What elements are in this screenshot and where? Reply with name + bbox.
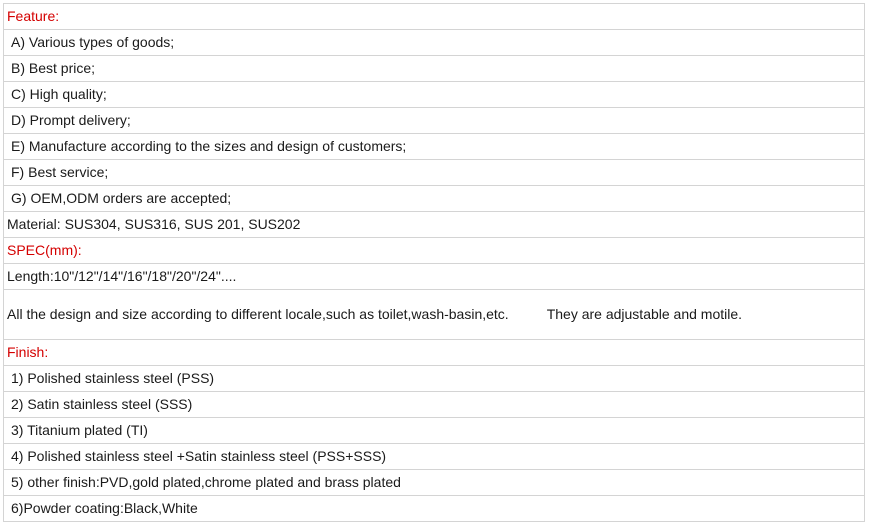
product-spec-table bbox=[3, 3, 865, 522]
table-row bbox=[4, 340, 865, 366]
feature-item: G) OEM,ODM orders are accepted; bbox=[4, 186, 865, 212]
feature-item: D) Prompt delivery; bbox=[4, 108, 865, 134]
finish-item: 2) Satin stainless steel (SSS) bbox=[4, 392, 865, 418]
table-row bbox=[4, 496, 865, 522]
finish-item: 6)Powder coating:Black,White bbox=[4, 496, 865, 522]
spec-notes-cell bbox=[4, 290, 865, 340]
design-note: All the design and size according to different locale,such as toilet,wash-basin,etc. bbox=[7, 306, 509, 322]
finish-heading: Finish: bbox=[4, 340, 865, 366]
table-row bbox=[4, 444, 865, 470]
table-row bbox=[4, 56, 865, 82]
finish-item: 5) other finish:PVD,gold plated,chrome plated and brass plated bbox=[4, 470, 865, 496]
feature-heading: Feature: bbox=[4, 4, 865, 30]
table-row bbox=[4, 160, 865, 186]
feature-item: B) Best price; bbox=[4, 56, 865, 82]
table-row bbox=[4, 366, 865, 392]
spec-length-text: Length:10"/12"/14"/16"/18"/20"/24".... bbox=[4, 264, 865, 290]
table-row bbox=[4, 290, 865, 340]
table-row bbox=[4, 392, 865, 418]
table-row bbox=[4, 264, 865, 290]
table-row bbox=[4, 238, 865, 264]
table-row bbox=[4, 134, 865, 160]
finish-item: 1) Polished stainless steel (PSS) bbox=[4, 366, 865, 392]
table-row bbox=[4, 30, 865, 56]
table-row bbox=[4, 186, 865, 212]
material-text: Material: SUS304, SUS316, SUS 201, SUS202 bbox=[4, 212, 865, 238]
feature-item: F) Best service; bbox=[4, 160, 865, 186]
spec-heading: SPEC(mm): bbox=[4, 238, 865, 264]
finish-item: 3) Titanium plated (TI) bbox=[4, 418, 865, 444]
table-row bbox=[4, 212, 865, 238]
feature-item: A) Various types of goods; bbox=[4, 30, 865, 56]
finish-item: 4) Polished stainless steel +Satin stainless steel (PSS+SSS) bbox=[4, 444, 865, 470]
table-row bbox=[4, 418, 865, 444]
feature-item: C) High quality; bbox=[4, 82, 865, 108]
table-row bbox=[4, 470, 865, 496]
feature-item: E) Manufacture according to the sizes and design of customers; bbox=[4, 134, 865, 160]
table-row bbox=[4, 4, 865, 30]
table-row bbox=[4, 82, 865, 108]
table-row bbox=[4, 108, 865, 134]
adjustable-note: They are adjustable and motile. bbox=[546, 306, 743, 322]
